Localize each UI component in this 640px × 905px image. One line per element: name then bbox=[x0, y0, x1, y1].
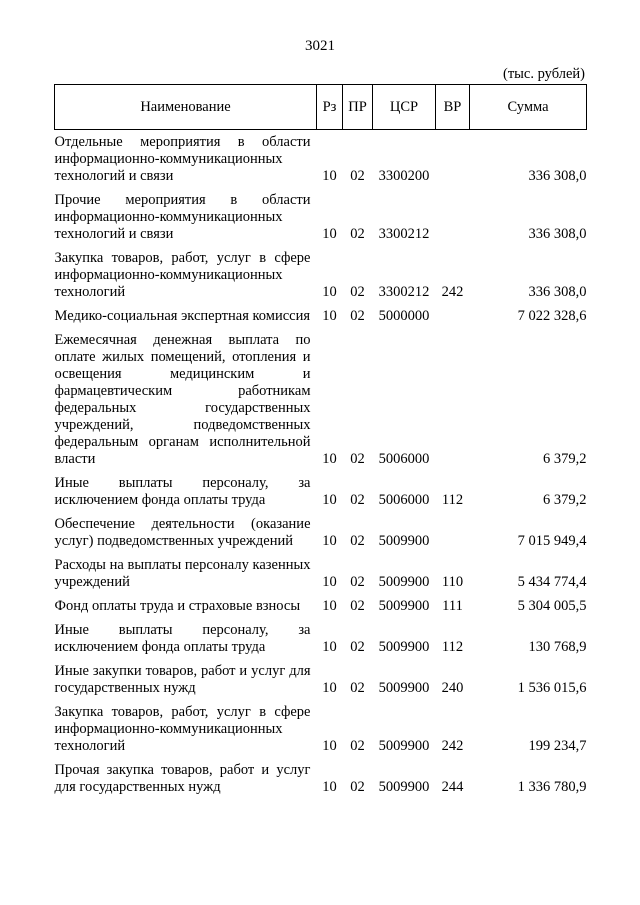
cell-sum: 199 234,7 bbox=[528, 738, 587, 754]
column-header-pr: ПР bbox=[343, 85, 373, 130]
cell-csr: 5000000 bbox=[378, 308, 430, 324]
cell-sum: 336 308,0 bbox=[528, 284, 587, 300]
table-body bbox=[55, 130, 587, 800]
cell-pr: 02 bbox=[350, 639, 365, 655]
cell-vr bbox=[436, 188, 470, 246]
column-header-sum: Сумма bbox=[470, 85, 587, 130]
cell-vr bbox=[436, 512, 470, 553]
table-row bbox=[55, 618, 587, 659]
cell-vr: 110 bbox=[441, 574, 464, 590]
cell-sum: 5 304 005,5 bbox=[517, 598, 587, 614]
cell-rz: 10 bbox=[322, 639, 337, 655]
cell-csr: 5006000 bbox=[378, 492, 430, 508]
cell-vr: 111 bbox=[442, 598, 463, 614]
cell-vr bbox=[436, 130, 470, 189]
cell-csr: 5009900 bbox=[378, 779, 430, 795]
cell-sum: 6 379,2 bbox=[543, 451, 587, 467]
cell-sum: 1 336 780,9 bbox=[517, 779, 587, 795]
column-header-name: Наименование bbox=[55, 85, 317, 130]
cell-vr bbox=[436, 328, 470, 471]
cell-pr: 02 bbox=[350, 738, 365, 754]
cell-csr: 5009900 bbox=[378, 574, 430, 590]
cell-pr: 02 bbox=[350, 492, 365, 508]
cell-csr: 5009900 bbox=[378, 598, 430, 614]
cell-pr: 02 bbox=[350, 168, 365, 184]
cell-csr: 3300212 bbox=[378, 226, 430, 242]
cell-name: Закупка товаров, работ, услуг в сфере информационно-коммуникационных технологий bbox=[54, 704, 311, 754]
table-header bbox=[55, 85, 587, 130]
cell-vr bbox=[436, 304, 470, 328]
cell-sum: 6 379,2 bbox=[543, 492, 587, 508]
cell-csr: 5009900 bbox=[378, 738, 430, 754]
cell-name: Закупка товаров, работ, услуг в сфере информационно-коммуникационных технологий bbox=[54, 250, 311, 300]
table-row bbox=[55, 758, 587, 799]
cell-vr: 112 bbox=[441, 492, 464, 508]
cell-pr: 02 bbox=[350, 226, 365, 242]
cell-pr: 02 bbox=[350, 680, 365, 696]
cell-name: Ежемесячная денежная выплата по оплате жилых помещений, отопления и освещения медицинским и фармацевтическим работникам федеральных государственных учреждений, подведомственных федеральным органам исполнительной власти bbox=[54, 332, 311, 467]
cell-name: Обеспечение деятельности (оказание услуг) подведомственных учреждений bbox=[54, 516, 311, 549]
cell-rz: 10 bbox=[322, 284, 337, 300]
cell-rz: 10 bbox=[322, 680, 337, 696]
cell-name: Прочая закупка товаров, работ и услуг для государственных нужд bbox=[54, 762, 311, 795]
cell-pr: 02 bbox=[350, 574, 365, 590]
table-row bbox=[55, 304, 587, 328]
table-row bbox=[55, 130, 587, 189]
budget-table bbox=[54, 84, 587, 799]
column-header-vr: ВР bbox=[436, 85, 470, 130]
cell-sum: 336 308,0 bbox=[528, 226, 587, 242]
cell-rz: 10 bbox=[322, 779, 337, 795]
cell-name: Иные закупки товаров, работ и услуг для государственных нужд bbox=[54, 663, 311, 696]
table-row bbox=[55, 594, 587, 618]
cell-rz: 10 bbox=[322, 533, 337, 549]
cell-csr: 5009900 bbox=[378, 680, 430, 696]
cell-name: Иные выплаты персоналу, за исключением фонда оплаты труда bbox=[54, 475, 311, 508]
table-row bbox=[55, 328, 587, 471]
cell-pr: 02 bbox=[350, 533, 365, 549]
cell-rz: 10 bbox=[322, 168, 337, 184]
cell-csr: 3300200 bbox=[378, 168, 430, 184]
table-row bbox=[55, 471, 587, 512]
cell-rz: 10 bbox=[322, 451, 337, 467]
cell-rz: 10 bbox=[322, 574, 337, 590]
column-header-csr: ЦСР bbox=[373, 85, 436, 130]
cell-csr: 5009900 bbox=[378, 639, 430, 655]
cell-sum: 7 022 328,6 bbox=[517, 308, 587, 324]
cell-sum: 5 434 774,4 bbox=[517, 574, 587, 590]
cell-rz: 10 bbox=[322, 308, 337, 324]
cell-name: Расходы на выплаты персоналу казенных учреждений bbox=[54, 557, 311, 590]
table-row bbox=[55, 512, 587, 553]
table-row bbox=[55, 700, 587, 758]
cell-vr: 242 bbox=[441, 738, 464, 754]
cell-vr: 112 bbox=[441, 639, 464, 655]
cell-sum: 1 536 015,6 bbox=[517, 680, 587, 696]
cell-vr: 244 bbox=[441, 779, 464, 795]
cell-csr: 3300212 bbox=[378, 284, 430, 300]
cell-pr: 02 bbox=[350, 779, 365, 795]
cell-sum: 130 768,9 bbox=[528, 639, 587, 655]
cell-sum: 336 308,0 bbox=[528, 168, 587, 184]
table-row bbox=[55, 659, 587, 700]
cell-name: Фонд оплаты труда и страховые взносы bbox=[54, 598, 301, 614]
cell-pr: 02 bbox=[350, 598, 365, 614]
cell-pr: 02 bbox=[350, 451, 365, 467]
cell-sum: 7 015 949,4 bbox=[517, 533, 587, 549]
cell-name: Медико-социальная экспертная комиссия bbox=[54, 308, 311, 324]
column-header-rz: Рз bbox=[317, 85, 343, 130]
units-note: (тыс. рублей) bbox=[503, 66, 585, 82]
table-row bbox=[55, 246, 587, 304]
cell-rz: 10 bbox=[322, 492, 337, 508]
cell-name: Отдельные мероприятия в области информационно-коммуникационных технологий и связи bbox=[54, 134, 311, 184]
cell-rz: 10 bbox=[322, 738, 337, 754]
cell-csr: 5009900 bbox=[378, 533, 430, 549]
cell-rz: 10 bbox=[322, 226, 337, 242]
cell-rz: 10 bbox=[322, 598, 337, 614]
table-row bbox=[55, 553, 587, 594]
page-number: 3021 bbox=[305, 38, 335, 54]
table-row bbox=[55, 188, 587, 246]
cell-pr: 02 bbox=[350, 284, 365, 300]
cell-vr: 242 bbox=[441, 284, 464, 300]
cell-csr: 5006000 bbox=[378, 451, 430, 467]
cell-pr: 02 bbox=[350, 308, 365, 324]
cell-vr: 240 bbox=[441, 680, 464, 696]
cell-name: Прочие мероприятия в области информационно-коммуникационных технологий и связи bbox=[54, 192, 311, 242]
cell-name: Иные выплаты персоналу, за исключением фонда оплаты труда bbox=[54, 622, 311, 655]
